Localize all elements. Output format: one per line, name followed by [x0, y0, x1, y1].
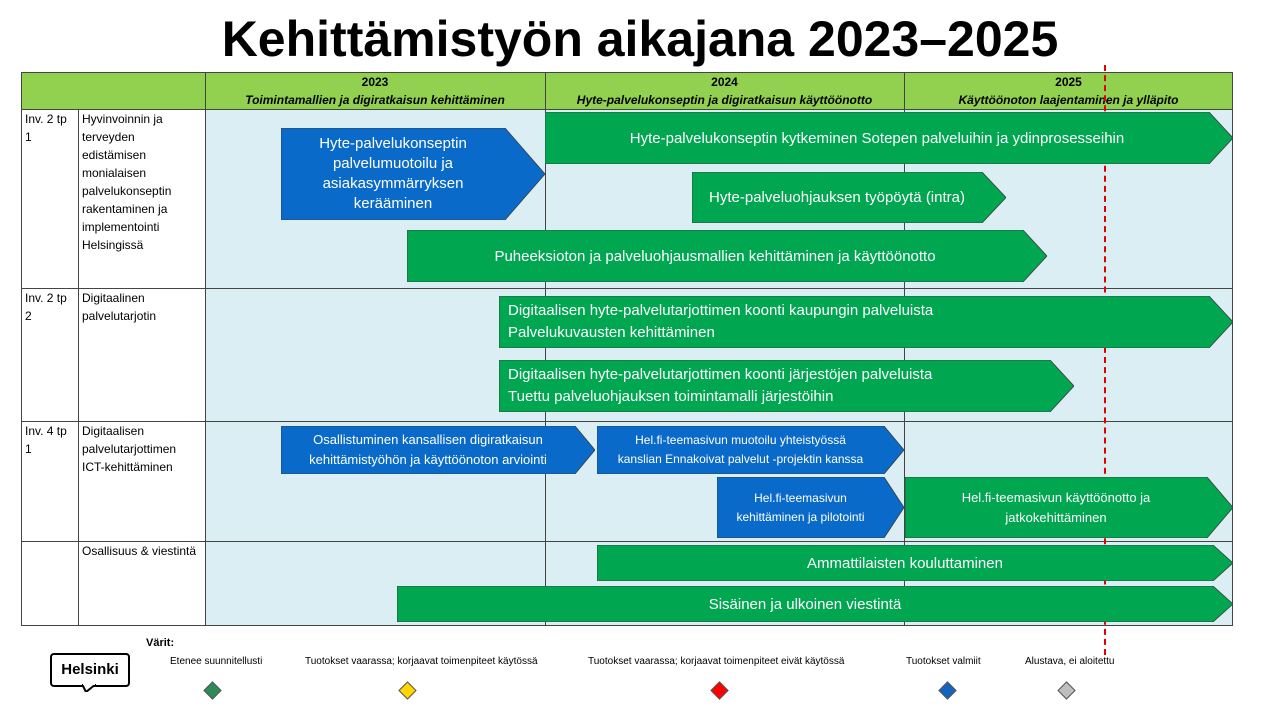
row-code-text: Inv. 4 tp 1 [25, 424, 67, 456]
row-name [78, 288, 205, 421]
bar-helfi-pilotointi[interactable] [717, 477, 904, 538]
grid-line [21, 109, 1233, 110]
header-year: 2025 [1055, 75, 1082, 89]
bar-hyte-palvelumuotoilu[interactable] [281, 128, 545, 220]
bar-helfi-kayttoonotto[interactable] [905, 477, 1233, 538]
legend-diamond-grey [1057, 681, 1075, 699]
row-code [21, 288, 78, 421]
bar-line: Hel.fi-teemasivun [754, 490, 847, 505]
bar-koonti-kaupunki[interactable] [499, 296, 1233, 348]
bar-kansallinen-digiratkaisu[interactable] [281, 426, 595, 474]
header-subtitle: Hyte-palvelukonseptin ja digiratkaisun käyttöönotto [576, 93, 873, 107]
bar-line: Ammattilaisten kouluttaminen [807, 554, 1003, 572]
header-subtitle: Käyttöönoton laajentaminen ja ylläpito [958, 93, 1179, 107]
legend-diamond-red [710, 681, 728, 699]
bar-koonti-jarjestot[interactable] [499, 360, 1074, 412]
bar-line: Palvelukuvausten kehittäminen [508, 324, 715, 341]
legend-diamond-blue [938, 681, 956, 699]
bar-line: Hyte-palvelukonseptin kytkeminen Sotepen palveluihin ja ydinprosesseihin [629, 129, 1125, 147]
bar-line: Hel.fi-teemasivun käyttöönotto ja [961, 489, 1151, 505]
header-subtitle: Toimintamallien ja digiratkaisun kehittäminen [245, 93, 505, 107]
bar-line: Hyte-palvelukonseptin [319, 135, 467, 152]
row-code [21, 541, 78, 626]
bar-helfi-muotoilu[interactable] [597, 426, 904, 474]
bar-line: Sisäinen ja ulkoinen viestintä [708, 595, 902, 613]
grid-line [205, 72, 206, 626]
header-2024 [545, 72, 904, 109]
row-name [78, 109, 205, 288]
bar-line: Tuettu palveluohjauksen toimintamalli järjestöihin [508, 388, 834, 405]
bar-line: kerääminen [353, 195, 433, 212]
grid-line [21, 541, 1233, 542]
row-name [78, 421, 205, 541]
legend-label: Tuotokset valmiit [906, 656, 981, 667]
bar-viestinta[interactable] [397, 586, 1233, 622]
row-code-text: Inv. 2 tp 2 [25, 291, 67, 323]
row-name-text: Hyvinvoinnin ja terveyden edistämisen monialaisen palvelukonseptin rakentaminen ja implementointi Helsingissä [82, 112, 172, 252]
legend-diamond-yellow [398, 681, 416, 699]
bar-line: Osallistuminen kansallisen digiratkaisun [313, 432, 543, 447]
grid-line [21, 72, 1233, 73]
legend-label: Tuotokset vaarassa; korjaavat toimenpiteet eivät käytössä [588, 656, 845, 667]
row-name-text: Digitaalinen palvelutarjotin [82, 291, 157, 323]
row-code [21, 421, 78, 541]
row-code-text: Inv. 2 tp 1 [25, 112, 67, 144]
bar-hyte-kytkeminen[interactable] [545, 112, 1233, 164]
row-name-text: Digitaalisen palvelutarjottimen ICT-kehittäminen [82, 424, 177, 474]
legend-label: Tuotokset vaarassa; korjaavat toimenpiteet käytössä [305, 656, 538, 667]
header-year: 2024 [711, 75, 738, 89]
bar-line: jatkokehittäminen [1005, 509, 1107, 525]
bar-line: kehittäminen ja pilotointi [736, 509, 865, 524]
page-title: Kehittämistyön aikajana 2023–2025 [221, 11, 1059, 67]
bar-line: Digitaalisen hyte-palvelutarjottimen koonti järjestöjen palveluista [508, 366, 933, 383]
grid-line [21, 625, 1233, 626]
grid-line [78, 109, 79, 626]
grid-line [21, 288, 1233, 289]
legend-label: Etenee suunnitellusti [170, 656, 263, 667]
row-code [21, 109, 78, 288]
bar-line: Hel.fi-teemasivun muotoilu yhteistyössä [635, 433, 846, 447]
grid-line [21, 421, 1233, 422]
row-name [78, 541, 205, 626]
bar-puheeksiotto[interactable] [407, 230, 1047, 282]
legend-title: Värit: [146, 637, 175, 649]
bar-line: asiakasymmärryksen [322, 175, 464, 192]
header-2023 [205, 72, 545, 109]
legend-diamond-green [203, 681, 221, 699]
bar-tyopoyta[interactable] [692, 172, 1006, 223]
header-2025 [904, 72, 1233, 109]
header-year: 2023 [361, 75, 389, 89]
bar-line: kanslian Ennakoivat palvelut -projektin kanssa [617, 452, 864, 466]
grid-line [21, 72, 22, 626]
legend-label: Alustava, ei aloitettu [1025, 656, 1115, 667]
helsinki-logo: Helsinki [50, 653, 130, 687]
logo-notch [82, 684, 96, 692]
bar-line: kehittämistyöhön ja käyttöönoton arviointi [309, 452, 547, 467]
header-empty [21, 72, 205, 109]
bar-line: palvelumuotoilu ja [332, 155, 454, 172]
bar-line: Hyte-palveluohjauksen työpöytä (intra) [709, 189, 965, 206]
row-name-text: Osallisuus & viestintä [82, 544, 197, 558]
bar-ammattilaiset[interactable] [597, 545, 1233, 581]
bar-line: Puheeksioton ja palveluohjausmallien kehittäminen ja käyttöönotto [494, 247, 936, 265]
bar-line: Digitaalisen hyte-palvelutarjottimen koonti kaupungin palveluista [508, 302, 934, 319]
